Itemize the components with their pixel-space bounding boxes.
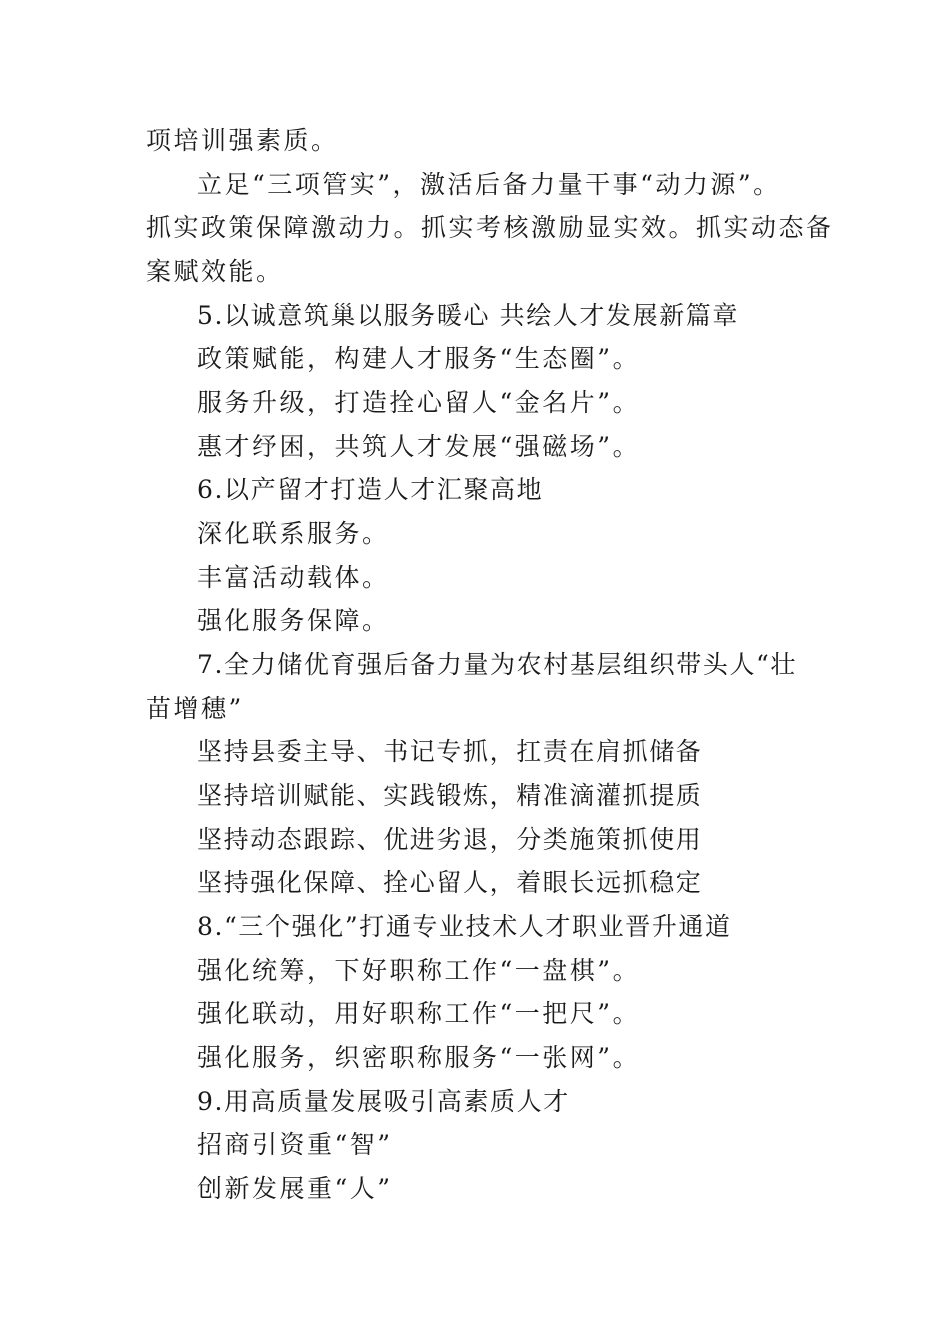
paragraph-line-1: 项培训强素质。 [146, 126, 339, 155]
paragraph-line-11: 丰富活动载体。 [197, 563, 390, 592]
paragraph-line-3: 抓实政策保障激动力。抓实考核激励显实效。抓实动态备 [146, 213, 834, 242]
paragraph-line-10: 深化联系服务。 [197, 519, 390, 548]
paragraph-line-20: 强化统筹，下好职称工作“一盘棋”。 [197, 956, 641, 985]
paragraph-line-21: 强化联动，用好职称工作“一把尺”。 [197, 999, 641, 1028]
paragraph-line-16: 坚持培训赋能、实践锻炼，精准滴灌抓提质 [197, 781, 703, 810]
section-heading-6: 6.以产留才打造人才汇聚高地 [197, 475, 544, 504]
paragraph-line-7: 服务升级，打造拴心留人“金名片”。 [197, 388, 641, 417]
paragraph-line-18: 坚持强化保障、拴心留人，着眼长远抓稳定 [197, 868, 703, 897]
section-heading-7: 7.全力储优育强后备力量为农村基层组织带头人“壮 [197, 650, 798, 679]
section-heading-5: 5.以诚意筑巢以服务暖心 共绘人才发展新篇章 [197, 301, 740, 330]
paragraph-line-8: 惠才纾困，共筑人才发展“强磁场”。 [197, 432, 641, 461]
paragraph-line-2: 立足“三项管实”，激活后备力量干事“动力源”。 [197, 170, 781, 199]
paragraph-line-22: 强化服务，织密职称服务“一张网”。 [197, 1043, 641, 1072]
paragraph-line-24: 招商引资重“智” [197, 1130, 393, 1159]
paragraph-line-12: 强化服务保障。 [197, 606, 390, 635]
paragraph-line-6: 政策赋能，构建人才服务“生态圈”。 [197, 344, 641, 373]
section-heading-8: 8.“三个强化”打通专业技术人才职业晋升通道 [197, 912, 732, 941]
paragraph-line-25: 创新发展重“人” [197, 1174, 393, 1203]
paragraph-line-4: 案赋效能。 [146, 257, 284, 286]
paragraph-line-14: 苗增穗” [146, 694, 244, 723]
paragraph-line-17: 坚持动态跟踪、优进劣退，分类施策抓使用 [197, 825, 703, 854]
paragraph-line-15: 坚持县委主导、书记专抓，扛责在肩抓储备 [197, 737, 703, 766]
section-heading-9: 9.用高质量发展吸引高素质人才 [197, 1087, 570, 1116]
